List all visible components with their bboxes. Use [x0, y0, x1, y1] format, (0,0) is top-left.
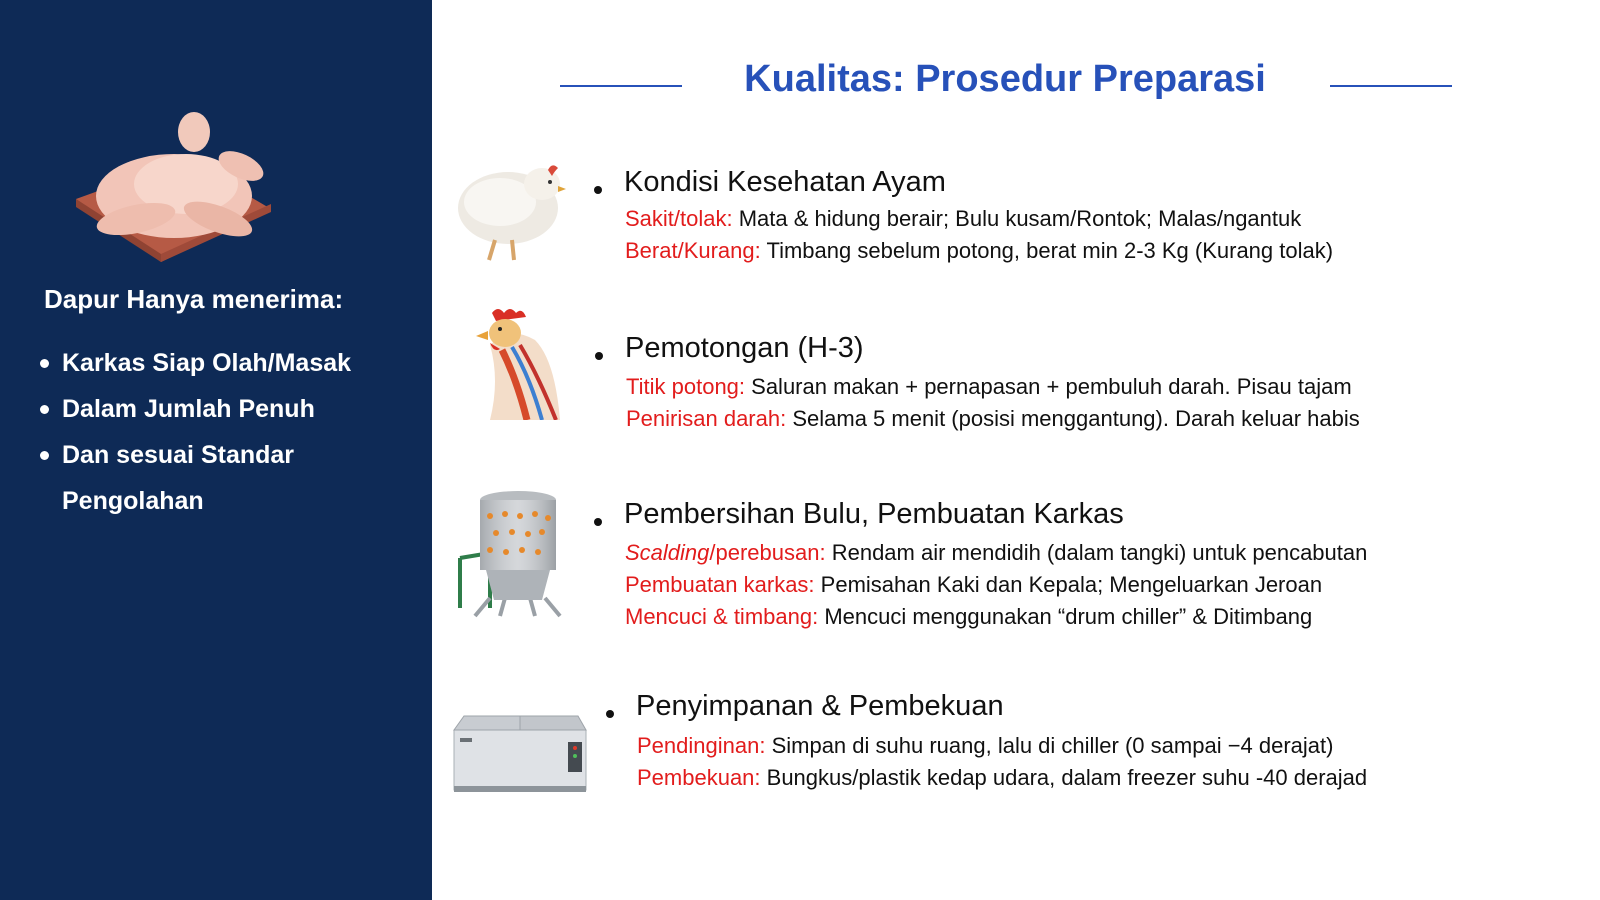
list-item — [38, 432, 418, 524]
list-item-label: Karkas Siap Olah/Masak — [62, 349, 352, 377]
criteria-text: Selama 5 menit (posisi menggantung). Darah keluar habis — [786, 406, 1360, 431]
raw-chicken-illustration — [66, 104, 276, 264]
criteria-line — [626, 406, 1360, 432]
bullet-icon — [40, 405, 49, 414]
criteria-line — [625, 238, 1333, 264]
criteria-line — [626, 374, 1352, 400]
criteria-text: Simpan di suhu ruang, lalu di chiller (0 sampai −4 derajat) — [765, 733, 1334, 758]
criteria-line — [637, 733, 1333, 759]
criteria-label: Penirisan darah: — [626, 406, 787, 431]
section-title: Kondisi Kesehatan Ayam — [624, 166, 946, 198]
criteria-label: Berat/Kurang: — [625, 238, 761, 263]
criteria-label: Titik potong: — [626, 374, 746, 399]
criteria-text: Pemisahan Kaki dan Kepala; Mengeluarkan Jeroan — [814, 572, 1323, 597]
sidebar — [0, 0, 432, 900]
chicken-neck-anatomy-image — [450, 305, 570, 420]
bullet-icon — [40, 451, 49, 460]
criteria-text: Mata & hidung berair; Bulu kusam/Rontok; Malas/ngantuk — [732, 206, 1302, 231]
title-divider-right — [1330, 85, 1452, 87]
bullet-icon — [40, 359, 49, 368]
criteria-label: Pembekuan: — [637, 765, 761, 790]
list-item-label: Dan sesuai Standar Pengolahan — [62, 441, 295, 515]
criteria-label-rest: /perebusan: — [709, 540, 826, 565]
criteria-label — [625, 540, 826, 565]
list-item — [38, 340, 418, 386]
criteria-line — [625, 572, 1322, 598]
title-divider-left — [560, 85, 682, 87]
criteria-label: Pembuatan karkas: — [625, 572, 815, 597]
criteria-text: Mencuci menggunakan “drum chiller” & Ditimbang — [818, 604, 1313, 629]
criteria-label-italic: Scalding — [625, 540, 710, 565]
criteria-line — [637, 765, 1367, 791]
bullet-icon — [595, 352, 603, 360]
criteria-label: Pendinginan: — [637, 733, 766, 758]
criteria-line — [625, 540, 1367, 566]
criteria-line — [625, 604, 1312, 630]
acceptance-criteria-list — [38, 340, 418, 524]
plucking-machine-image — [450, 488, 575, 618]
criteria-line — [625, 206, 1301, 232]
criteria-label: Mencuci & timbang: — [625, 604, 819, 629]
page-title: Kualitas: Prosedur Preparasi — [744, 58, 1266, 100]
bullet-icon — [594, 186, 602, 194]
criteria-text: Rendam air mendidih (dalam tangki) untuk pencabutan — [825, 540, 1368, 565]
criteria-text: Bungkus/plastik kedap udara, dalam freezer suhu -40 derajad — [760, 765, 1368, 790]
live-chicken-image — [450, 148, 570, 263]
section-title: Pemotongan (H-3) — [625, 332, 864, 364]
criteria-label: Sakit/tolak: — [625, 206, 733, 231]
criteria-text: Timbang sebelum potong, berat min 2-3 Kg (Kurang tolak) — [760, 238, 1334, 263]
section-title: Pembersihan Bulu, Pembuatan Karkas — [624, 498, 1124, 530]
criteria-text: Saluran makan + pernapasan + pembuluh darah. Pisau tajam — [745, 374, 1352, 399]
sidebar-heading: Dapur Hanya menerima: — [44, 284, 344, 314]
list-item — [38, 386, 418, 432]
bullet-icon — [606, 710, 614, 718]
chest-freezer-image — [450, 708, 595, 798]
bullet-icon — [594, 518, 602, 526]
section-title: Penyimpanan & Pembekuan — [636, 690, 1004, 722]
list-item-label: Dalam Jumlah Penuh — [62, 395, 315, 423]
